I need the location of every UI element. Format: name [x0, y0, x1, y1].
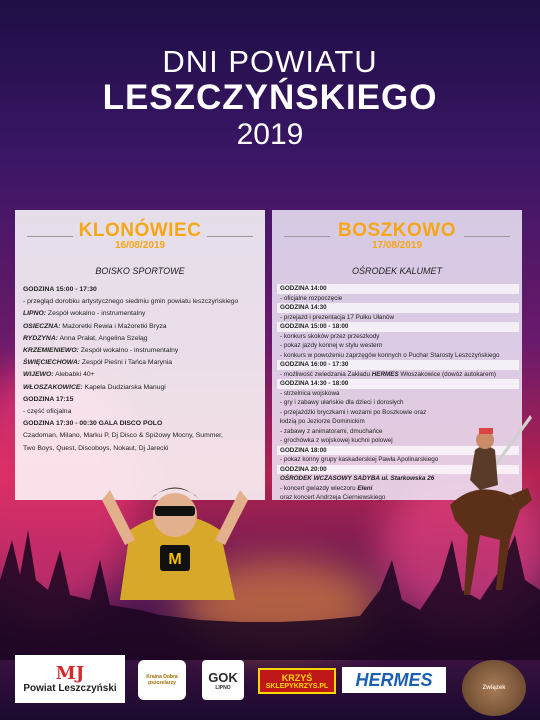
- program-row: - część oficjalna: [23, 408, 72, 416]
- svg-text:M: M: [168, 551, 182, 568]
- cavalry-rider-image: [440, 410, 535, 600]
- event-date: 16/08/2019: [114, 240, 166, 251]
- program-row: Czadoman, Milano, Marku P, Dj Disco & Spiżowy Mocny, Summer,: [23, 432, 223, 440]
- program-row: - strzelnica wojskowa: [280, 389, 340, 397]
- program-row: [23, 333, 259, 345]
- program-row: [23, 321, 259, 333]
- program-row: - grochówka z wojskowej kuchni polowej: [280, 437, 393, 444]
- place-name: BOSZKOWO: [338, 220, 456, 241]
- program-row: [23, 357, 259, 369]
- program-row: - pokaz konny grupy kaskaderskiej Pawła Apolinarskiego: [280, 456, 439, 463]
- gmina-name: OSIECZNA:: [23, 322, 61, 330]
- gmina-name: KRZEMIENIEWO:: [23, 347, 79, 355]
- sponsor-logos: [0, 650, 540, 720]
- gok-lipno-logo: [202, 660, 244, 700]
- gmina-name: ŚWIĘCIECHOWA:: [23, 359, 81, 367]
- gmina-name: WIJEWO:: [23, 371, 54, 379]
- program-row: GODZINA 14:30 - 18:00: [277, 379, 519, 389]
- gmina-name: LIPNO:: [23, 310, 47, 318]
- program-row: - pokaz jazdy konnej w stylu western: [280, 342, 383, 349]
- program-row: - gry i zabawy ułańskie dla dzieci i dorosłych: [280, 399, 404, 406]
- performer: Zespół wokalno - instrumentalny: [46, 310, 146, 318]
- program-row: - przegląd dorobku artystycznego siedmiu gmin powiatu leszczyńskiego: [23, 298, 239, 306]
- program-row: Two Boys, Quest, Discoboys, Nokaut, Dj Jarecki: [23, 444, 169, 452]
- title-line1: DNI POWIATU: [162, 44, 378, 79]
- program-row: GODZINA 14:00: [277, 284, 519, 294]
- program-row: [23, 369, 259, 381]
- logo-text: KRZYŚ: [281, 672, 313, 683]
- logo-subtext: LIPNO: [215, 684, 231, 691]
- program-row: oraz koncert Andrzeja Cierniewskiego: [280, 494, 386, 501]
- row-text: - możliwość zwiedzania Zakładu: [280, 370, 372, 378]
- gmina-name: WŁOSZAKOWICE:: [23, 383, 83, 391]
- program-row: GODZINA 15:00 - 17:30: [23, 286, 97, 293]
- program-row: łodzią po Jeziorze Dominickim: [280, 418, 365, 425]
- program-row: - oficjalne rozpoczęcie: [280, 294, 343, 302]
- hermes-logo: [342, 667, 446, 693]
- row-text: - koncert gwiazdy wieczoru: [280, 484, 358, 492]
- title-year: 2019: [236, 118, 304, 151]
- performer: Zespół Pieśni i Tańca Marynia: [80, 359, 173, 367]
- program-row: - konkurs w powożeniu zaprzęgów konnych o Puchar Starosty Leszczyńskiego: [280, 351, 500, 359]
- title-line2: LESZCZYŃSKIEGO: [102, 78, 438, 117]
- logo-text: HERMES: [355, 669, 433, 690]
- program-row: - przejazd i prezentacja 17 Pułku Ułanów: [280, 313, 395, 321]
- program-row: GODZINA 14:30: [277, 303, 519, 313]
- row-text: Włoszakowice (dowóz autokarem): [398, 370, 496, 378]
- performer: Mażoretki Rewia i Mażoretki Bryza: [60, 322, 167, 330]
- performer: Kapela Dudziarska Manugi: [82, 383, 166, 391]
- seal-logo: [462, 660, 526, 716]
- performer: Zespół wokalno - instrumentalny: [78, 347, 179, 355]
- venue-line: OŚRODEK WCZASOWY SADYBA ul. Starkowska 26: [280, 475, 435, 482]
- highlight-name: HERMES: [371, 370, 399, 378]
- gmina-name: RYDZYNA:: [23, 334, 58, 342]
- program-row: - konkurs skoków przez przeszkody: [280, 332, 380, 340]
- highlight-name: Eleni: [357, 484, 373, 492]
- krzys-logo: [258, 668, 336, 694]
- logo-text: Powiat Leszczyński: [23, 682, 117, 694]
- venue-name: OŚRODEK KALUMET: [351, 266, 443, 276]
- logo-url: SKLEPYKRZYS.PL: [265, 682, 329, 690]
- performer: Alebabki 40+: [53, 371, 95, 379]
- program-row: GODZINA 16:00 - 17:30: [277, 360, 519, 370]
- program-row: - zabawy z animatorami, dmuchańce: [280, 427, 383, 435]
- program-list: [23, 284, 259, 455]
- program-row: GODZINA 15:00 - 18:00: [277, 322, 519, 332]
- beekeepers-logo: [138, 660, 186, 700]
- powiat-leszczynski-logo: [15, 655, 125, 703]
- logo-text: GOK: [208, 669, 238, 685]
- event-date: 17/08/2019: [371, 240, 423, 251]
- place-name: KLONÓWIEC: [78, 220, 202, 241]
- program-row: - przejażdżki bryczkami i wozami po Boszkowie oraz: [280, 408, 427, 416]
- program-row: GODZINA 20:00: [277, 465, 519, 475]
- logo-text: Związek: [482, 685, 506, 691]
- program-row: [23, 308, 259, 320]
- disco-performer-photo: [100, 470, 250, 600]
- program-row: [280, 370, 516, 380]
- performer: Anna Prałat, Angelina Szeląg: [58, 334, 148, 342]
- program-row: GODZINA 17:30 - 00:30 GALA DISCO POLO: [23, 420, 163, 428]
- program-row: GODZINA 18:00: [277, 446, 519, 456]
- program-row: [23, 382, 259, 394]
- logo-text: Kraina Dobra pszczelarzy: [146, 674, 178, 686]
- venue-name: BOISKO SPORTOWE: [95, 266, 185, 276]
- program-row: GODZINA 17:15: [23, 395, 74, 403]
- klonowiec-panel: [15, 210, 265, 500]
- program-row: [23, 345, 259, 357]
- logo-mark: MJ: [55, 662, 85, 684]
